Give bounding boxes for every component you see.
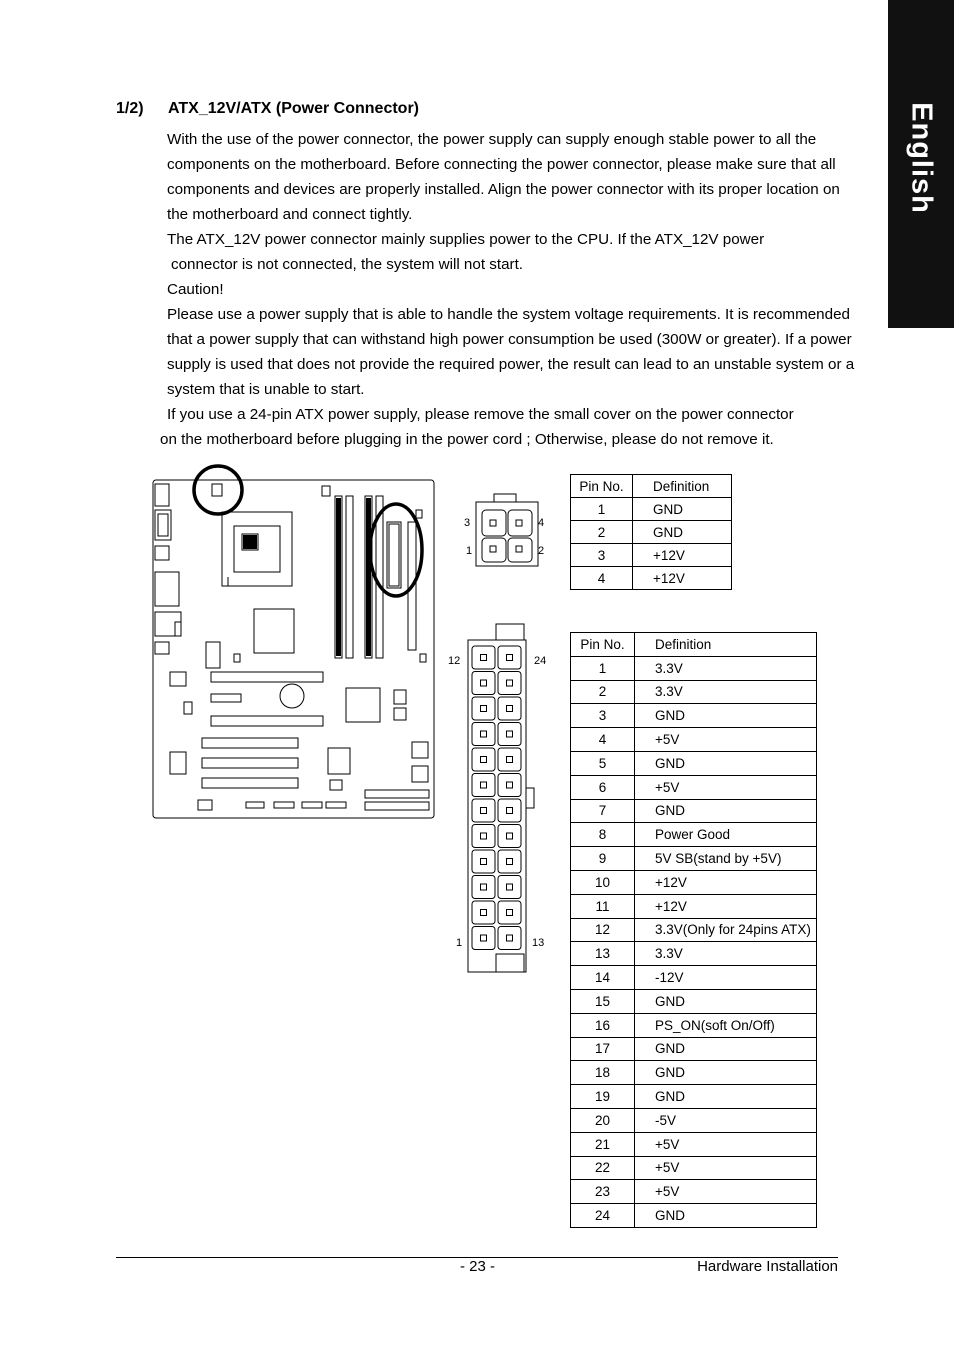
atx-pin-socket (472, 876, 495, 899)
pin-number-cell: 13 (571, 942, 635, 966)
pin-number-cell: 10 (571, 870, 635, 894)
table-atx-row (571, 728, 817, 752)
atx-pin-contact (507, 910, 513, 916)
atx-pin-contact (481, 731, 487, 737)
atx-pin-contact (507, 757, 513, 763)
pin-definition-cell: Power Good (635, 823, 817, 847)
table-atx12v-row (571, 521, 732, 544)
pin-definition-cell: GND (635, 1085, 817, 1109)
table-atx-row (571, 918, 817, 942)
atx-pin-contact (481, 859, 487, 865)
atx-pin-socket (498, 774, 521, 797)
pin-definition-cell: -12V (635, 966, 817, 990)
motherboard-diagram (150, 462, 440, 822)
pin-definition-cell: GND (635, 799, 817, 823)
atx-pin-socket (498, 876, 521, 899)
pin-number-cell: 6 (571, 775, 635, 799)
pin-number-cell: Pin No. (571, 633, 635, 657)
table-atx-row (571, 1180, 817, 1204)
table-atx-row (571, 989, 817, 1013)
atx-pin-socket (472, 748, 495, 771)
pin-number-cell: 21 (571, 1132, 635, 1156)
atx-pin-contact (507, 808, 513, 814)
atx-pin-label-24: 24 (534, 655, 547, 667)
table-atx-row (571, 942, 817, 966)
caution-label: Caution! (167, 281, 224, 298)
atx-pin-contact (507, 833, 513, 839)
footer-section-name: Hardware Installation (697, 1258, 838, 1275)
pin-number-cell: 22 (571, 1156, 635, 1180)
atx-pin-socket (498, 927, 521, 950)
section-title: ATX_12V/ATX (Power Connector) (168, 100, 419, 117)
table-atx-row (571, 751, 817, 775)
atx-pin-contact (507, 884, 513, 890)
pin-number-cell: 24 (571, 1204, 635, 1228)
atx-pin-contact (507, 935, 513, 941)
pin-definition-cell: PS_ON(soft On/Off) (635, 1013, 817, 1037)
atx-pin-contact (481, 884, 487, 890)
atx-pin-label-12: 12 (448, 655, 461, 667)
table-atx-row (571, 894, 817, 918)
atx-pin-socket (498, 697, 521, 720)
atx-pin-contact (481, 680, 487, 686)
atx-pin-contact (507, 731, 513, 737)
table-atx-row (571, 656, 817, 680)
atx12v-pin-label-2: 2 (538, 545, 545, 557)
table-atx-row (571, 680, 817, 704)
pin-number-cell: 2 (571, 521, 633, 544)
table-atx-row (571, 1037, 817, 1061)
paragraph-caution: Please use a power supply that is able to handle the system voltage requirements. It is recommended that a power supply that can withstand high power consumption be used (300W or greater). If a power supply is used that does not provide the required power, the result can lead to an unstable system or a system that is unable to start. (167, 306, 855, 398)
atx-pin-socket (472, 850, 495, 873)
section-heading (116, 100, 419, 118)
pin-definition-cell: 5V SB(stand by +5V) (635, 847, 817, 871)
pin-number-cell: 15 (571, 989, 635, 1013)
atx-pin-contact (481, 757, 487, 763)
atx-pin-socket (498, 646, 521, 669)
table-atx-row (571, 966, 817, 990)
atx-pin-contact (481, 706, 487, 712)
pin-definition-cell: GND (635, 989, 817, 1013)
pin-number-cell: 16 (571, 1013, 635, 1037)
table-atx-row (571, 1013, 817, 1037)
atx-pin-contact (507, 655, 513, 661)
pin-definition-cell: +5V (635, 1156, 817, 1180)
pin-number-cell: 1 (571, 498, 633, 521)
pin-definition-cell: +5V (635, 1180, 817, 1204)
atx-pin-socket (498, 748, 521, 771)
atx-pin-contact (481, 808, 487, 814)
pin-number-cell: 8 (571, 823, 635, 847)
table-atx-row (571, 1204, 817, 1228)
pin-number-cell: 20 (571, 1108, 635, 1132)
atx-pin-socket (472, 723, 495, 746)
atx12v-pin-label-3: 3 (464, 517, 471, 529)
pin-number-cell: 12 (571, 918, 635, 942)
pin-definition-cell: Definition (633, 475, 732, 498)
pin-number-cell: 17 (571, 1037, 635, 1061)
pin-definition-cell: 3.3V (635, 942, 817, 966)
section-body (160, 127, 857, 452)
pin-definition-cell: 3.3V(Only for 24pins ATX) (635, 918, 817, 942)
paragraph-intro: With the use of the power connector, the power supply can supply enough stable power to all the components on the motherboard. Before connecting the power connector, please make sure that all components and devices are properly installed. Align the power connector with its proper location on the motherboard and connect tightly. (167, 131, 840, 223)
pin-definition-cell: Definition (635, 633, 817, 657)
table-atx-row (571, 847, 817, 871)
pin-definition-cell: GND (635, 1204, 817, 1228)
atx-pin-socket (472, 927, 495, 950)
table-atx-row (571, 704, 817, 728)
table-atx-row (571, 1108, 817, 1132)
pin-number-cell: 4 (571, 567, 633, 590)
atx-pin-contact (507, 859, 513, 865)
atx-pin-contact (507, 706, 513, 712)
table-atx-row (571, 775, 817, 799)
pin-number-cell: 3 (571, 704, 635, 728)
paragraph-atx12v-line2: connector is not connected, the system will not start. (171, 256, 524, 273)
pin-definition-cell: +5V (635, 728, 817, 752)
pin-number-cell: 14 (571, 966, 635, 990)
table-atx12v-row (571, 567, 732, 590)
pin-definition-cell: GND (635, 704, 817, 728)
atx-pin-socket (472, 672, 495, 695)
atx-pin-contact (507, 680, 513, 686)
pin-definition-cell: 3.3V (635, 680, 817, 704)
atx-pin-socket (472, 901, 495, 924)
pin-number-cell: 1 (571, 656, 635, 680)
section-number: 1/2) (116, 100, 144, 117)
atx-pin-socket (498, 850, 521, 873)
atx-pin-contact (481, 655, 487, 661)
table-atx-row (571, 1132, 817, 1156)
pin-definition-cell: GND (633, 498, 732, 521)
paragraph-24pin-line2: on the motherboard before plugging in the power cord ; Otherwise, please do not remove it. (160, 431, 774, 448)
atx12v-pin-table (570, 474, 732, 590)
atx-pin-socket (498, 901, 521, 924)
atx-pin-label-1: 1 (456, 937, 463, 949)
table-atx-row (571, 1156, 817, 1180)
pin-number-cell: 11 (571, 894, 635, 918)
pin-number-cell: 23 (571, 1180, 635, 1204)
pin-number-cell: 3 (571, 544, 633, 567)
atx-pin-socket (472, 799, 495, 822)
pin-definition-cell: +12V (633, 544, 732, 567)
table-atx12v-row (571, 544, 732, 567)
pin-number-cell: Pin No. (571, 475, 633, 498)
atx-pin-socket (472, 774, 495, 797)
pin-definition-cell: 3.3V (635, 656, 817, 680)
paragraph-atx12v-line1: The ATX_12V power connector mainly supplies power to the CPU. If the ATX_12V power (167, 231, 765, 248)
table-atx-row (571, 870, 817, 894)
pin-number-cell: 9 (571, 847, 635, 871)
atx-pin-socket (498, 672, 521, 695)
pin-definition-cell: +12V (635, 870, 817, 894)
atx-pin-socket (472, 825, 495, 848)
pin-number-cell: 2 (571, 680, 635, 704)
language-label: English (905, 102, 938, 214)
atx-pin-socket (472, 646, 495, 669)
pin-definition-cell: GND (635, 1061, 817, 1085)
pin-definition-cell: GND (635, 751, 817, 775)
pin-number-cell: 18 (571, 1061, 635, 1085)
pin-definition-cell: GND (633, 521, 732, 544)
atx-pin-socket (498, 825, 521, 848)
atx-pin-contact (481, 782, 487, 788)
atx-pin-contact (507, 782, 513, 788)
pin-number-cell: 19 (571, 1085, 635, 1109)
atx-pin-socket (498, 799, 521, 822)
table-atx-row (571, 823, 817, 847)
atx12v-pin-label-4: 4 (538, 517, 545, 529)
table-atx-header-row (571, 633, 817, 657)
pin-number-cell: 4 (571, 728, 635, 752)
table-atx-row (571, 1085, 817, 1109)
table-atx-row (571, 799, 817, 823)
table-atx12v-row (571, 498, 732, 521)
pin-definition-cell: +5V (635, 1132, 817, 1156)
pin-definition-cell: +5V (635, 775, 817, 799)
atx24-connector-diagram (440, 618, 560, 978)
table-atx-row (571, 1061, 817, 1085)
pin-definition-cell: +12V (633, 567, 732, 590)
atx-pin-label-13: 13 (532, 937, 545, 949)
language-side-tab (888, 0, 954, 328)
atx-pin-table (570, 632, 817, 1228)
table-atx12v-header-row (571, 475, 732, 498)
atx-pin-contact (481, 833, 487, 839)
paragraph-24pin-line1: If you use a 24-pin ATX power supply, please remove the small cover on the power connector (167, 406, 794, 423)
pin-definition-cell: +12V (635, 894, 817, 918)
atx12v-pin-label-1: 1 (466, 545, 473, 557)
atx12v-connector-diagram (458, 490, 558, 580)
page-number: - 23 - (460, 1258, 496, 1275)
atx-pin-contact (481, 910, 487, 916)
pin-definition-cell: GND (635, 1037, 817, 1061)
pin-definition-cell: -5V (635, 1108, 817, 1132)
atx-pin-socket (498, 723, 521, 746)
pin-number-cell: 5 (571, 751, 635, 775)
atx-pin-socket (472, 697, 495, 720)
pin-number-cell: 7 (571, 799, 635, 823)
atx-pin-contact (481, 935, 487, 941)
